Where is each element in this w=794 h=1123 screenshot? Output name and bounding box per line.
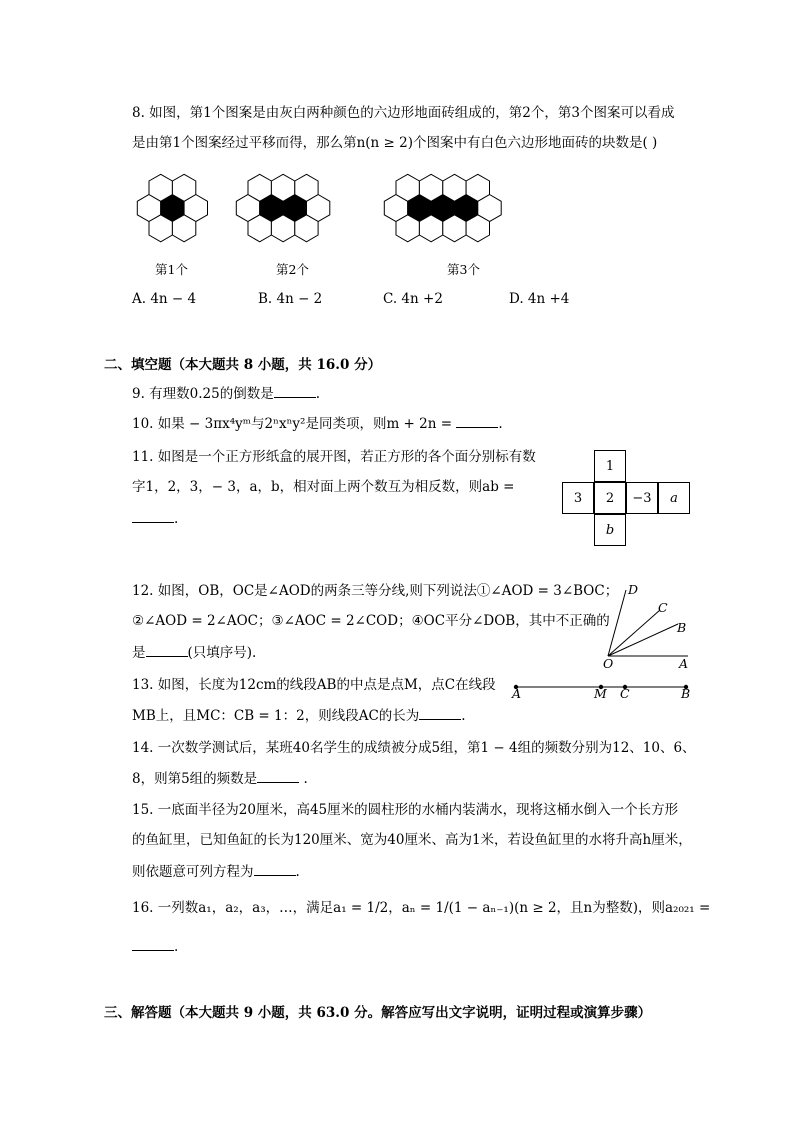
q15-line3 (132, 861, 300, 882)
q15-line1: 15. 一底面半径为20厘米，高45厘米的圆柱形的水桶内装满水，现将这桶水倒入一个长方形 (132, 802, 679, 818)
q15-line3-end: . (295, 864, 300, 880)
q9-text: 9. 有理数0.25的倒数是 (132, 386, 274, 402)
net-cell-top: 1 (594, 450, 626, 482)
q10-blank (456, 413, 498, 428)
q16-line2 (132, 936, 178, 957)
q12-line3 (132, 642, 256, 663)
q14-line2 (132, 768, 308, 789)
label-b: B (677, 620, 687, 635)
q9 (132, 383, 320, 404)
q8-line2: 是由第1个图案经过平移而得，那么第n(n ≥ 2)个图案中有白色六边形地面砖的块数是( ) (132, 135, 658, 151)
section3-title: 三、解答题（本大题共 9 小题，共 63.0 分。解答应写出文字说明，证明过程或演算步骤） (104, 1005, 652, 1021)
q12-line1: 12. 如图，OB，OC是∠AOD的两条三等分线,则下列说法①∠AOD = 3∠BOC； (132, 583, 619, 599)
seg-label-c: C (620, 686, 630, 701)
net-cell-bottom: b (594, 514, 626, 546)
q14-line2-end: . (299, 771, 308, 787)
q11-line2: 字1，2，3，− 3，a，b，相对面上两个数互为相反数，则ab = (132, 479, 515, 495)
label-o: O (603, 656, 614, 671)
q10-end: . (498, 416, 503, 432)
hex-patterns (0, 0, 794, 300)
q13-blank (419, 705, 461, 720)
q15-line3-text: 则依题意可列方程为 (132, 864, 254, 880)
q16-line1: 16. 一列数a₁，a₂，a₃，…，满足a₁ = 1/2，aₙ = 1/(1 − aₙ₋₁)(n ≥ 2，且n为整数)，则a₂₀₂₁ = (132, 900, 711, 916)
q12-line2: ②∠AOD = 2∠AOC；③∠AOC = 2∠COD；④OC平分∠DOB，其中不正确的 (132, 613, 610, 629)
q10-text: 10. 如果 − 3πx⁴yᵐ与2ⁿxⁿy²是同类项，则m + 2n = (132, 416, 453, 432)
q11-line3 (132, 508, 178, 529)
net-cell-right1: −3 (626, 482, 658, 514)
q8-line1: 8. 如图，第1个图案是由灰白两种颜色的六边形地面砖组成的，第2个，第3个图案可以看成 (132, 105, 675, 121)
q13-line2-text: MB上，且MC：CB = 1：2，则线段AC的长为 (132, 708, 420, 724)
option-c: C. 4n +2 (383, 291, 443, 307)
seg-label-m: M (594, 686, 607, 701)
q13-line2 (132, 705, 466, 726)
q12-line3-end: (只填序号). (187, 645, 257, 661)
net-cell-center: 2 (594, 482, 626, 514)
caption-figure-2: 第2个 (276, 262, 309, 277)
caption-figure-1: 第1个 (155, 262, 188, 277)
q15-blank (254, 861, 296, 876)
q11-end: . (174, 511, 179, 527)
q15-line2: 的鱼缸里，已知鱼缸的长为120厘米、宽为40厘米、高为1米，若设鱼缸里的水将升高h厘米， (132, 832, 692, 848)
label-a: A (679, 656, 689, 671)
seg-label-a: A (512, 686, 522, 701)
q11-line1: 11. 如图是一个正方形纸盒的展开图，若正方形的各个面分别标有数 (132, 449, 536, 465)
q12-blank (146, 642, 188, 657)
q14-blank (257, 768, 299, 783)
q9-blank (274, 383, 316, 398)
option-d: D. 4n +4 (509, 291, 570, 307)
q14-line2-text: 8，则第5组的频数是 (132, 771, 258, 787)
net-cell-left: 3 (562, 482, 594, 514)
seg-label-b: B (681, 686, 691, 701)
q10 (132, 413, 503, 434)
q14-line1: 14. 一次数学测试后，某班40名学生的成绩被分成5组，第1 − 4组的频数分别为12、10、6、 (132, 740, 696, 756)
label-c: C (658, 600, 668, 615)
q9-end: . (315, 386, 321, 402)
q12-line3-text: 是 (132, 645, 146, 661)
q13-line2-end: . (461, 708, 466, 724)
net-cell-right2: a (658, 482, 690, 514)
q16-blank (132, 936, 174, 951)
q11-blank (132, 508, 174, 523)
option-b: B. 4n − 2 (258, 291, 323, 307)
q16-line2-end: . (174, 939, 179, 955)
label-d: D (628, 582, 639, 597)
q13-line1: 13. 如图，长度为12cm的线段AB的中点是点M，点C在线段 (132, 677, 496, 693)
option-a: A. 4n − 4 (132, 291, 197, 307)
caption-figure-3: 第3个 (447, 262, 480, 277)
cube-net (562, 450, 690, 546)
section2-title: 二、填空题（本大题共 8 小题，共 16.0 分） (104, 357, 382, 373)
